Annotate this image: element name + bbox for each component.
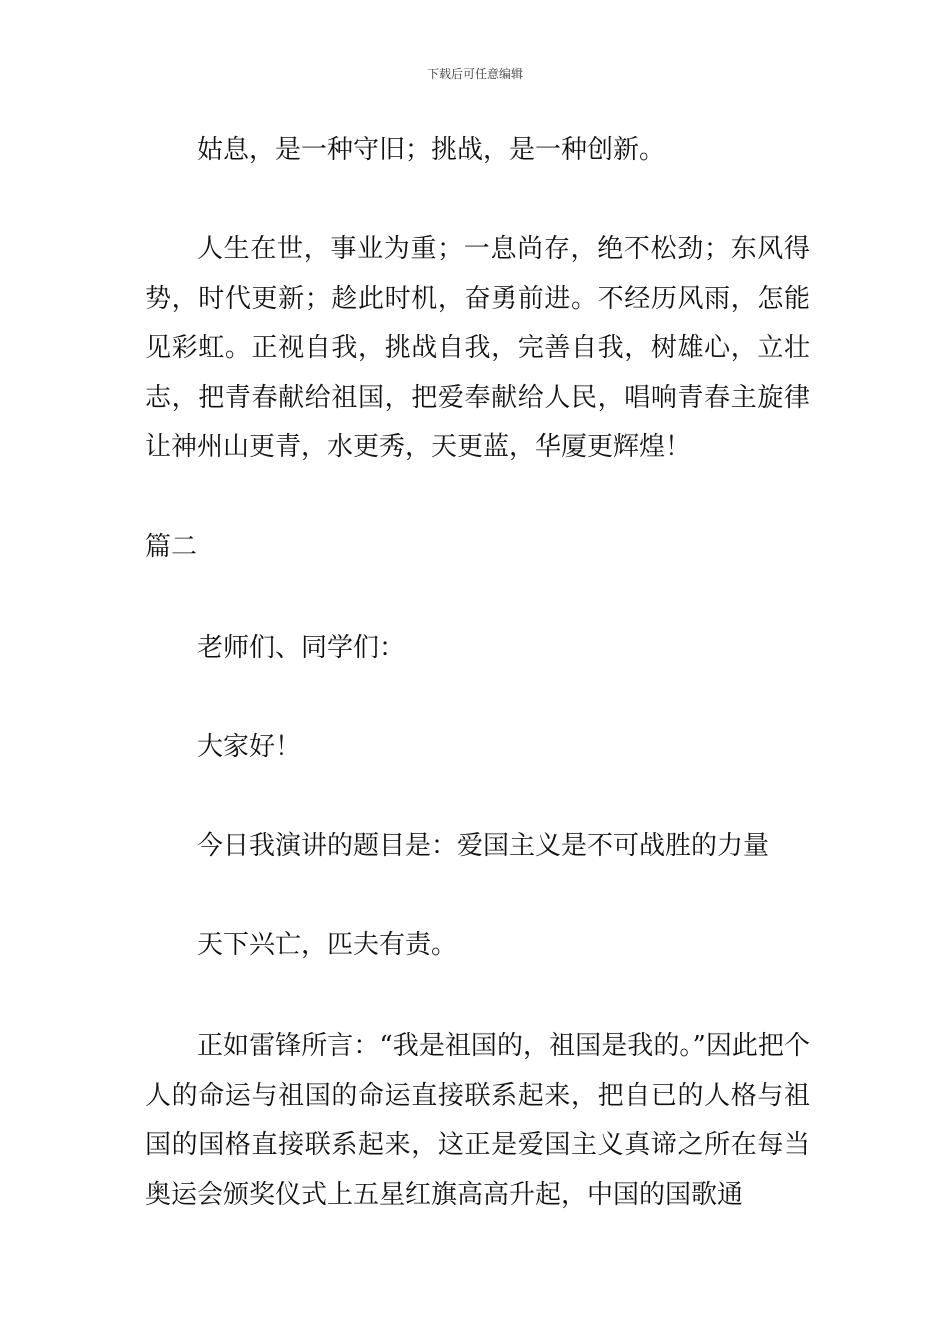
paragraph-2: 人生在世，事业为重；一息尚存，绝不松劲；东风得势，时代更新；趁此时机，奋勇前进。不经历风雨，怎能见彩虹。正视自我，挑战自我，完善自我，树雄心，立壮志，把青春献给祖国，把爱奉献给人民，唱响青春主旋律让神州山更青，水更秀，天更蓝，华厦更辉煌！ — [145, 234, 810, 462]
paragraph-proverb: 天下兴亡，匹夫有责。 — [197, 930, 458, 960]
header-note: 下载后可任意编辑 — [426, 67, 523, 81]
paragraph-topic: 今日我演讲的题目是：爱国主义是不可战胜的力量 — [197, 831, 770, 861]
paragraph-greeting-all: 大家好！ — [197, 732, 302, 762]
paragraph-greeting-teachers: 老师们、同学们： — [197, 633, 406, 663]
paragraph-body: 正如雷锋所言：“我是祖国的，祖国是我的。”因此把个人的命运与祖国的命运直接联系起来，把自已的人格与祖国的国格直接联系起来，这正是爱国主义真谛之所在每当奥运会颁奖仪式上五星红旗高高升起，中国的国歌通 — [145, 1031, 810, 1210]
section-heading: 篇二 — [145, 532, 198, 562]
paragraph-1: 姑息，是一种守旧；挑战，是一种创新。 — [197, 135, 666, 165]
